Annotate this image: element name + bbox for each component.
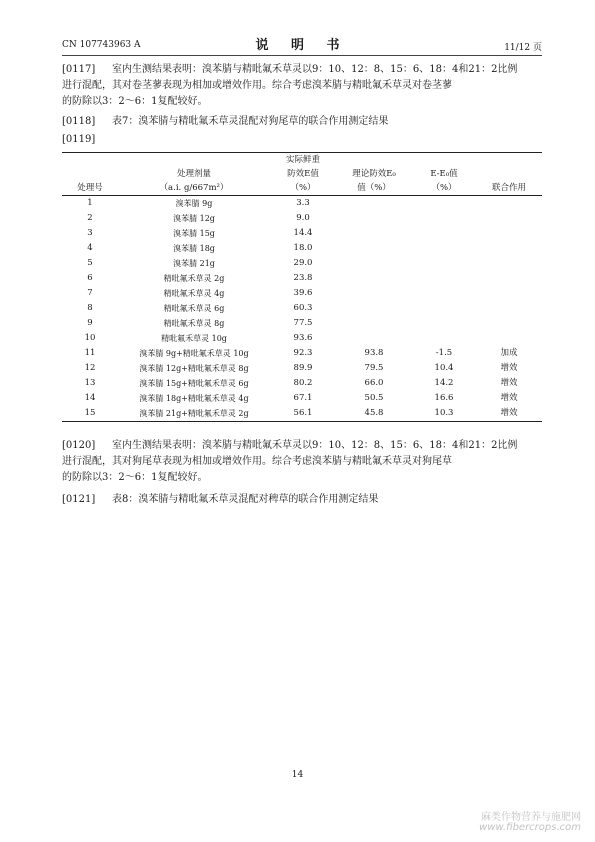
cell-no: 2 (87, 213, 93, 223)
paragraph-line: 的防除以3：2～6：1复配较好。 (62, 96, 208, 107)
cell-e0 (336, 241, 412, 256)
cell-dose: 溴苯腈 12g (173, 214, 215, 223)
cell-e: 9.0 (296, 213, 310, 223)
table-row (62, 406, 542, 422)
cell-no: 13 (84, 378, 96, 388)
cell-e0 (336, 211, 412, 226)
table-caption: 表7：溴苯腈与精吡氟禾草灵混配对狗尾草的联合作用测定结果 (112, 116, 389, 127)
paragraph-line: 进行混配，其对卷茎蓼表现为相加或增效作用。综合考虑溴苯腈与精吡氟禾草灵对卷茎蓼 (62, 80, 452, 91)
col-header-no: 处理号 (62, 181, 118, 196)
cell-diff (412, 226, 476, 241)
cell-no: 6 (87, 273, 93, 283)
results-table (62, 152, 542, 422)
cell-effect: 增效 (500, 378, 518, 388)
paragraph-number: [0120] (62, 440, 96, 451)
cell-no: 1 (87, 198, 93, 208)
paragraph-0119 (62, 132, 542, 148)
cell-diff: 16.6 (434, 393, 454, 403)
table-row (62, 271, 542, 286)
paragraph-number: [0117] (62, 64, 96, 75)
cell-dose: 精吡氟禾草灵 6g (163, 304, 225, 313)
col-header-e0-l2: 值（%） (336, 181, 412, 196)
cell-e: 29.0 (293, 258, 313, 268)
cell-effect (476, 271, 542, 286)
page-number: 14 (291, 770, 304, 780)
col-header-e-l1: 实际鲜重 (270, 153, 336, 168)
table-header-row (62, 181, 542, 196)
cell-e0 (336, 226, 412, 241)
cell-e: 14.4 (293, 228, 313, 238)
cell-e0 (336, 286, 412, 301)
paragraph-number: [0119] (62, 134, 96, 145)
paragraph-0117 (62, 62, 542, 110)
cell-e: 92.3 (293, 348, 313, 358)
table-header-row (62, 153, 542, 168)
table-row (62, 301, 542, 316)
cell-no: 14 (84, 393, 96, 403)
cell-e0: 66.0 (364, 378, 384, 388)
table-row (62, 241, 542, 256)
cell-diff: 14.2 (434, 378, 454, 388)
table-row (62, 256, 542, 271)
cell-dose: 溴苯腈 21g (173, 259, 215, 268)
table-header-row (62, 167, 542, 181)
table-row (62, 286, 542, 301)
cell-effect (476, 301, 542, 316)
cell-e: 67.1 (293, 393, 313, 403)
cell-e0: 79.5 (364, 363, 384, 373)
table-row (62, 196, 542, 212)
paragraph-0121 (62, 492, 542, 508)
cell-e0 (336, 301, 412, 316)
col-header-e-l3: （%） (270, 181, 336, 196)
cell-e: 60.3 (293, 303, 313, 313)
cell-no: 7 (87, 288, 93, 298)
cell-dose: 溴苯腈 21g+精吡氟禾草灵 2g (118, 406, 270, 422)
cell-effect: 加成 (500, 348, 518, 358)
col-header-dose-l2: （a.i. g/667m²） (118, 181, 270, 196)
paragraph-0120 (62, 438, 542, 486)
cell-effect (476, 256, 542, 271)
cell-e: 56.1 (270, 406, 336, 422)
cell-e0 (336, 271, 412, 286)
cell-no: 3 (87, 228, 93, 238)
cell-effect (476, 226, 542, 241)
cell-effect (476, 241, 542, 256)
cell-e: 18.0 (293, 243, 313, 253)
cell-e0: 50.5 (364, 393, 384, 403)
cell-no: 4 (87, 243, 93, 253)
cell-e: 23.8 (293, 273, 313, 283)
cell-diff (412, 211, 476, 226)
cell-no: 10 (84, 333, 96, 343)
table-row (62, 331, 542, 346)
cell-e: 39.6 (293, 288, 313, 298)
page-label: 11/12 页 (504, 43, 542, 53)
paragraph-line: 的防除以3：2～6：1复配较好。 (62, 472, 208, 483)
paragraph-number: [0121] (62, 494, 96, 505)
header-rule (62, 55, 542, 56)
col-header-e0-l1: 理论防效E₀ (352, 169, 396, 179)
cell-no: 8 (87, 303, 93, 313)
cell-effect: 增效 (500, 363, 518, 373)
paragraph-line: 室内生测结果表明：溴苯腈与精吡氟禾草灵以9：10、12：8、15：6、18：4和21：2比例 (112, 64, 518, 75)
cell-dose: 精吡氟禾草灵 2g (163, 274, 225, 283)
cell-e: 93.6 (293, 333, 313, 343)
cell-e: 80.2 (293, 378, 313, 388)
cell-diff (412, 256, 476, 271)
cell-e: 3.3 (296, 198, 310, 208)
cell-effect: 增效 (500, 393, 518, 403)
cell-effect (476, 331, 542, 346)
cell-diff (412, 316, 476, 331)
cell-diff (412, 301, 476, 316)
cell-effect (476, 211, 542, 226)
cell-effect (476, 316, 542, 331)
watermark-text: 麻类作物营养与施肥网 (481, 812, 581, 823)
cell-e: 89.9 (293, 363, 313, 373)
cell-diff (412, 241, 476, 256)
document-title: 说 明 书 (255, 38, 349, 53)
cell-dose: 精吡氟禾草灵 10g (161, 334, 227, 343)
table-row (62, 346, 542, 361)
table-row (62, 211, 542, 226)
cell-e0 (336, 256, 412, 271)
table-caption: 表8：溴苯腈与精吡氟禾草灵混配对稗草的联合作用测定结果 (112, 494, 379, 505)
cell-dose: 溴苯腈 12g+精吡氟禾草灵 8g (139, 364, 249, 373)
cell-diff (412, 331, 476, 346)
paragraph-number: [0118] (62, 116, 96, 127)
table-row (62, 391, 542, 406)
cell-dose: 溴苯腈 9g+精吡氟禾草灵 10g (139, 349, 249, 358)
cell-e0: 93.8 (364, 348, 384, 358)
cell-e0 (336, 316, 412, 331)
col-header-diff-l1: E-E₀值 (430, 169, 458, 179)
cell-e0 (336, 196, 412, 212)
cell-e: 77.5 (293, 318, 313, 328)
paragraph-line: 室内生测结果表明：溴苯腈与精吡氟禾草灵以9：10、12：8、15：6、18：4和21：2比例 (112, 440, 518, 451)
cell-no: 11 (84, 348, 96, 358)
cell-diff: -1.5 (435, 348, 453, 358)
cell-effect (476, 286, 542, 301)
cell-no: 12 (84, 363, 96, 373)
cell-dose: 溴苯腈 18g (173, 244, 215, 253)
cell-diff (412, 286, 476, 301)
table-row (62, 226, 542, 241)
publication-number: CN 107743963 A (62, 40, 141, 50)
table-row (62, 376, 542, 391)
cell-dose: 溴苯腈 18g+精吡氟禾草灵 4g (139, 394, 249, 403)
cell-e0: 45.8 (336, 406, 412, 422)
cell-dose: 溴苯腈 9g (175, 199, 213, 208)
paragraph-line: 进行混配，其对狗尾草表现为相加或增效作用。综合考虑溴苯腈与精吡氟禾草灵对狗尾草 (62, 456, 452, 467)
cell-no: 15 (62, 406, 118, 422)
paragraph-0118 (62, 114, 542, 130)
cell-effect (476, 196, 542, 212)
cell-diff: 10.4 (434, 363, 454, 373)
cell-dose: 溴苯腈 15g+精吡氟禾草灵 6g (139, 379, 249, 388)
cell-e0 (336, 331, 412, 346)
cell-dose: 精吡氟禾草灵 8g (163, 319, 225, 328)
cell-diff: 10.3 (412, 406, 476, 422)
watermark-url: www.fibercrops.com (479, 822, 581, 833)
cell-diff (412, 196, 476, 212)
cell-diff (412, 271, 476, 286)
table-row (62, 361, 542, 376)
cell-dose: 溴苯腈 15g (173, 229, 215, 238)
col-header-e-l2: 防效E值 (287, 169, 319, 179)
cell-effect: 增效 (476, 406, 542, 422)
col-header-diff-l2: （%） (412, 181, 476, 196)
page-header (62, 36, 542, 54)
col-header-dose-l1: 处理剂量 (176, 169, 211, 179)
col-header-effect: 联合作用 (476, 181, 542, 196)
cell-no: 9 (87, 318, 93, 328)
cell-dose: 精吡氟禾草灵 4g (163, 289, 225, 298)
cell-no: 5 (87, 258, 93, 268)
table-row (62, 316, 542, 331)
